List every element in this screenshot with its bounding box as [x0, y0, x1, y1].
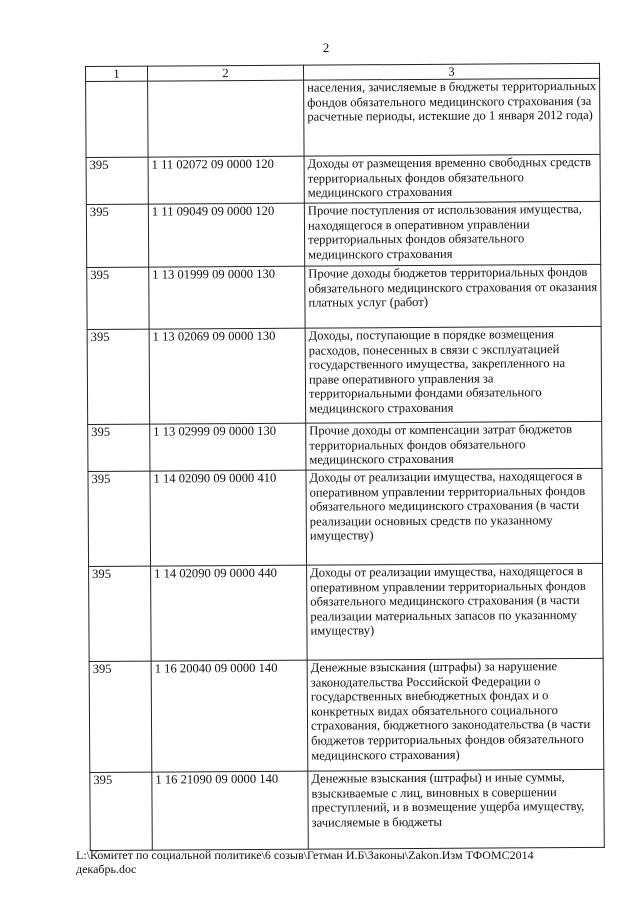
table-row — [87, 264, 601, 329]
table-row — [90, 769, 604, 850]
row-description: Прочие поступления от использования имущества, находящегося в оперативном управлении территориальных фондов обязательного медицинского страхования — [304, 201, 600, 266]
row-budget-code: 1 16 20040 09 0000 140 — [151, 660, 308, 772]
table-row — [86, 201, 600, 267]
row-description: Денежные взыскания (штрафы) за нарушение законодательства Российской Федерации о государственных внебюджетных фондах и о конкретных видах обязательного социального страхования, бюджетного законодательства (в части бюджетов территориальных фондов обязательного медицинского страхования) — [307, 658, 604, 771]
header-col-2: 2 — [148, 65, 304, 81]
row-description: Доходы от реализации имущества, находящегося в оперативном управлении территориальных фондов обязательного медицинского страхования (в части реализации материальных запасов по указанному имуществу) — [307, 563, 604, 660]
row-description: Доходы от реализации имущества, находящегося в оперативном управлении территориальных фондов обязательного медицинского страхования (в части реализации основных средств по указанному имуществу) — [306, 468, 603, 565]
row-budget-code — [148, 80, 304, 157]
table-row — [87, 326, 602, 424]
row-description: Денежные взыскания (штрафы) и иные суммы, взыскиваемые с лиц, виновных в совершении преступлений, и в возмещение ущерба имуществу, зачисляемые в бюджеты — [308, 769, 604, 849]
row-admin-code: 395 — [87, 267, 149, 329]
row-admin-code: 395 — [87, 329, 150, 424]
row-admin-code: 395 — [89, 566, 152, 661]
row-description: Прочие доходы от компенсации затрат бюджетов территориальных фондов обязательного медицинского страхования — [306, 421, 602, 470]
header-col-3: 3 — [303, 63, 599, 80]
header-col-1: 1 — [86, 66, 148, 81]
row-admin-code: 395 — [86, 204, 148, 267]
row-description: Прочие доходы бюджетов территориальных фондов обязательного медицинского страхования от оказания платных услуг (работ) — [305, 264, 601, 328]
row-budget-code: 1 11 02072 09 0000 120 — [148, 156, 304, 204]
row-description: Доходы, поступающие в порядке возмещения расходов, понесенных в связи с эксплуатацией государственного имущества, закрепленного на праве оперативного управления за территориальными фондами обязательного медицинского страхования — [305, 326, 602, 423]
page-number: 2 — [322, 40, 330, 55]
row-budget-code: 1 13 02069 09 0000 130 — [149, 328, 306, 424]
table-row — [88, 421, 602, 471]
row-budget-code: 1 14 02090 09 0000 410 — [150, 470, 307, 566]
row-budget-code: 1 11 09049 09 0000 120 — [148, 203, 304, 267]
table-row — [89, 658, 604, 772]
row-description: населения, зачисляемые в бюджеты территориальных фондов обязательного медицинского страхования (за расчетные периоды, истекшие до 1 января 2012 года) — [304, 78, 600, 156]
row-description: Доходы от размещения временно свободных средств территориальных фондов обязательного медицинского страхования — [304, 154, 600, 203]
row-admin-code: 395 — [89, 661, 152, 772]
row-admin-code: 395 — [86, 157, 148, 204]
table-row — [86, 78, 600, 157]
row-budget-code: 1 13 01999 09 0000 130 — [149, 266, 305, 329]
table-row — [88, 468, 603, 566]
row-budget-code: 1 14 02090 09 0000 440 — [151, 565, 308, 661]
row-admin-code — [86, 81, 148, 157]
footer-path-line: L:\Комитет по социальной политике\6 созыв\Гетман И.Б\Законы\Zakon.Изм ТФОМС2014 — [76, 848, 534, 862]
row-admin-code: 395 — [88, 424, 150, 471]
income-codes-table — [85, 63, 605, 851]
table-row — [86, 154, 600, 204]
footer-filename-line: декабрь.doc — [76, 862, 137, 876]
table-row — [89, 563, 604, 661]
file-path-footer — [76, 848, 596, 876]
row-admin-code: 395 — [90, 772, 152, 850]
row-admin-code: 395 — [88, 471, 151, 566]
row-budget-code: 1 16 21090 09 0000 140 — [152, 771, 308, 850]
row-budget-code: 1 13 02999 09 0000 130 — [150, 423, 306, 471]
